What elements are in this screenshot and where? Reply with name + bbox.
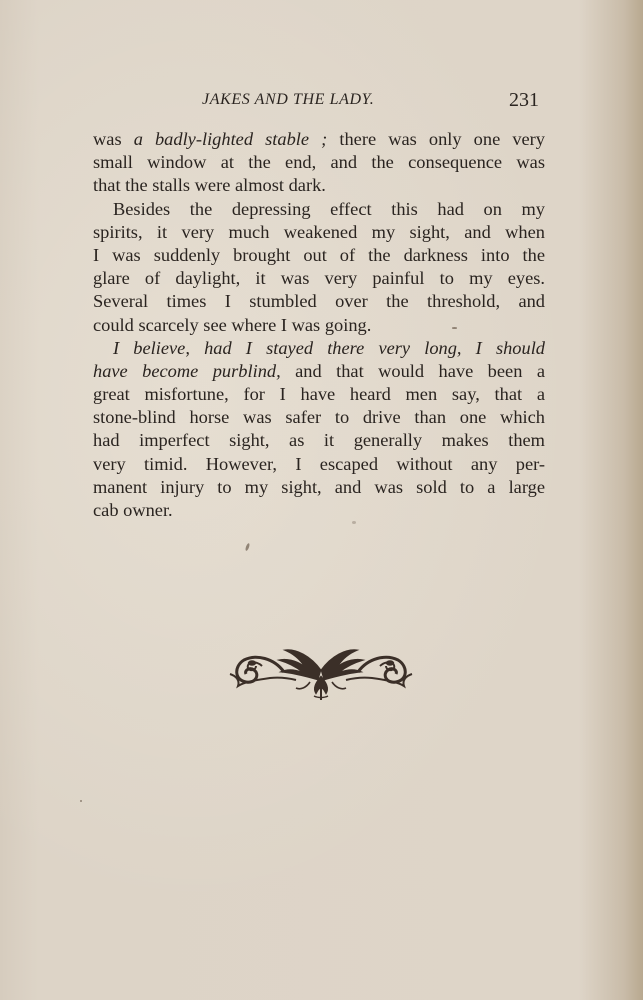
paragraph-1 bbox=[93, 128, 545, 198]
text-line: great misfortune, for I have heard men say, that a bbox=[93, 384, 545, 405]
paragraph-2 bbox=[93, 198, 545, 337]
paper-speck bbox=[80, 800, 82, 802]
page-number: 231 bbox=[509, 89, 539, 111]
italic-phrase: a badly-lighted stable ; bbox=[133, 129, 328, 149]
text-line bbox=[93, 337, 545, 360]
text-line: glare of daylight, it was very painful to my eyes. bbox=[93, 268, 545, 289]
text-fragment: was bbox=[93, 129, 134, 149]
paper-speck bbox=[352, 521, 356, 524]
text-fragment: there was only one very bbox=[327, 129, 545, 149]
body-text bbox=[93, 128, 545, 522]
text-line: Besides the depressing effect this had on my bbox=[113, 198, 545, 219]
italic-line: I believe, had I stayed there very long, I should bbox=[113, 337, 545, 358]
text-line: stone-blind horse was safer to drive than one which bbox=[93, 407, 545, 428]
text-line: could scarcely see where I was going. bbox=[93, 314, 372, 335]
paper-speck bbox=[245, 543, 251, 552]
text-line: had imperfect sight, as it generally makes them bbox=[93, 430, 545, 451]
paper-speck bbox=[452, 327, 457, 329]
paragraph-3 bbox=[93, 337, 545, 523]
page-header bbox=[0, 91, 643, 115]
text-line: spirits, it very much weakened my sight, and when bbox=[93, 221, 545, 242]
text-line: that the stalls were almost dark. bbox=[93, 175, 326, 196]
text-line: manent injury to my sight, and was sold to a large bbox=[93, 476, 545, 497]
text-fragment: and that would have been a bbox=[280, 360, 545, 381]
text-line: very timid. However, I escaped without any per- bbox=[93, 453, 545, 474]
running-title: JAKES AND THE LADY. bbox=[202, 91, 375, 108]
text-line: Several times I stumbled over the threshold, and bbox=[93, 291, 545, 312]
winged-tailpiece-ornament-icon bbox=[226, 636, 416, 704]
text-line: cab owner. bbox=[93, 500, 173, 520]
text-line bbox=[93, 360, 545, 383]
text-line: small window at the end, and the consequence was bbox=[93, 152, 545, 173]
text-line bbox=[93, 128, 545, 151]
italic-phrase: have become purblind, bbox=[93, 360, 281, 381]
text-line: I was suddenly brought out of the darkness into the bbox=[93, 244, 545, 265]
